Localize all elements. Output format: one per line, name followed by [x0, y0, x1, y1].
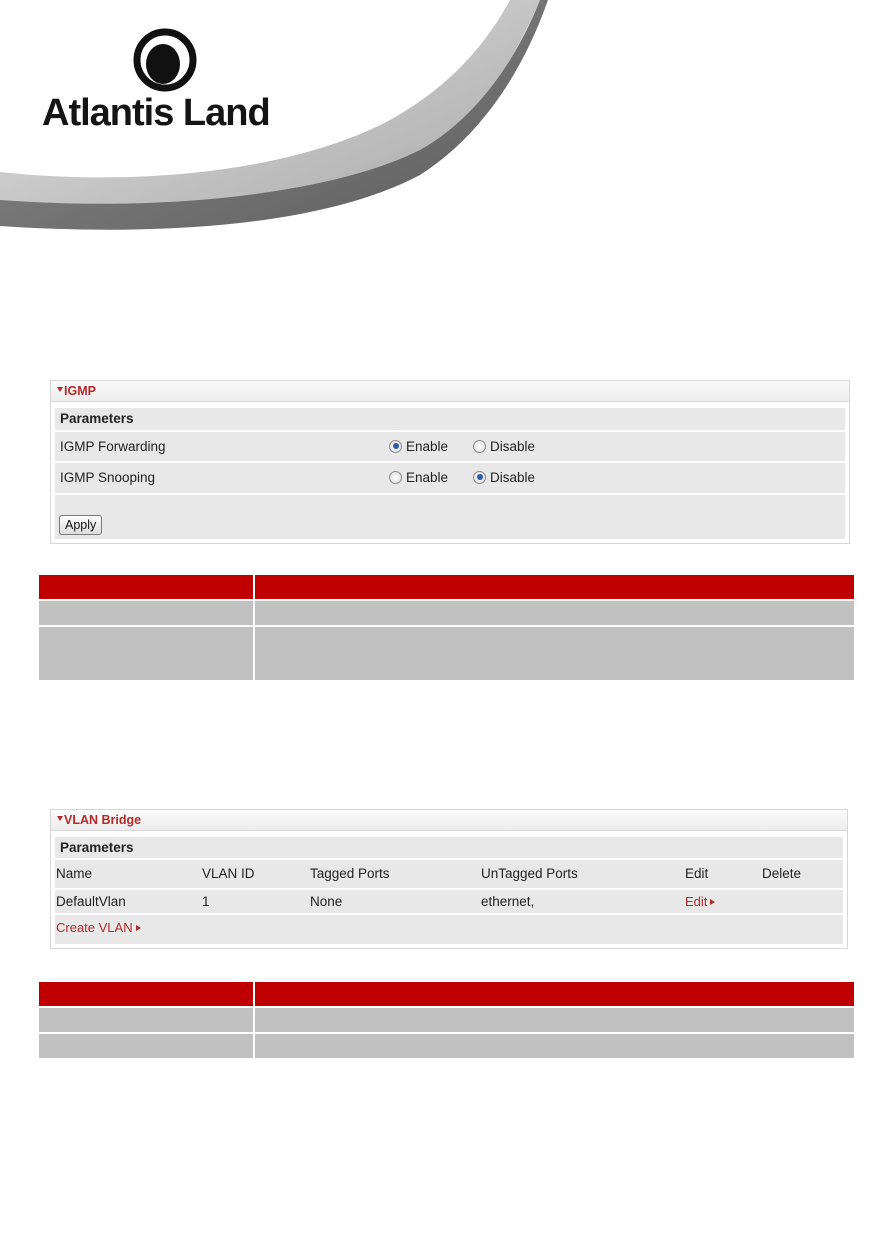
igmp-forwarding-row: [55, 432, 845, 461]
edit-link[interactable]: Edit: [685, 890, 715, 913]
igmp-snooping-enable-option[interactable]: Enable: [389, 463, 448, 493]
tagged-ports-cell: None: [310, 894, 343, 909]
vlan-bridge-panel: [50, 809, 848, 949]
vlan-create-row: [55, 915, 843, 944]
atlantis-logo-icon: [137, 32, 193, 88]
igmp-snooping-row: [55, 463, 845, 493]
vlan-column-header-row: [55, 860, 843, 888]
igmp-apply-row: [55, 495, 845, 539]
igmp-forwarding-disable-option[interactable]: Disable: [473, 432, 535, 461]
column-header-delete: Delete: [762, 866, 802, 881]
collapse-triangle-icon: [57, 387, 63, 392]
radio-checked-icon[interactable]: [389, 440, 402, 453]
collapse-triangle-icon: [57, 816, 63, 821]
vlan-name-cell: DefaultVlan: [56, 894, 126, 909]
parameters-label: Parameters: [60, 411, 134, 426]
vlan-parameters-header: [55, 837, 843, 858]
igmp-title-text: IGMP: [64, 384, 96, 398]
radio-unchecked-icon[interactable]: [389, 471, 402, 484]
vlan-id-cell: 1: [202, 894, 210, 909]
parameters-label: Parameters: [60, 840, 134, 855]
arrow-right-icon: [136, 925, 141, 931]
apply-button[interactable]: Apply: [59, 515, 102, 535]
igmp-description-table: [39, 575, 854, 680]
column-header-vlan-id: VLAN ID: [202, 866, 255, 881]
igmp-parameters-header: [55, 408, 845, 430]
vlan-description-table: [39, 982, 854, 1058]
untagged-ports-cell: ethernet,: [481, 894, 535, 909]
igmp-forwarding-label: IGMP Forwarding: [60, 439, 166, 454]
table-header-row: [39, 575, 854, 599]
igmp-snooping-label: IGMP Snooping: [60, 470, 156, 485]
igmp-forwarding-enable-option[interactable]: Enable: [389, 432, 448, 461]
column-header-name: Name: [56, 866, 93, 881]
igmp-panel: [50, 380, 850, 544]
arrow-right-icon: [710, 899, 715, 905]
vlan-title-text: VLAN Bridge: [64, 813, 142, 827]
create-vlan-link[interactable]: Create VLAN: [56, 915, 141, 941]
table-row: [39, 1008, 854, 1032]
column-header-tagged-ports: Tagged Ports: [310, 866, 390, 881]
igmp-panel-title: [51, 381, 849, 402]
column-header-untagged-ports: UnTagged Ports: [481, 866, 578, 881]
radio-checked-icon[interactable]: [473, 471, 486, 484]
table-row: [55, 890, 843, 913]
table-row: [39, 627, 854, 680]
vlan-panel-title: [51, 810, 847, 831]
brand-wordmark: Atlantis Land: [42, 92, 270, 134]
igmp-snooping-disable-option[interactable]: Disable: [473, 463, 535, 493]
table-row: [39, 1034, 854, 1058]
column-header-edit: Edit: [685, 866, 709, 881]
radio-unchecked-icon[interactable]: [473, 440, 486, 453]
table-header-row: [39, 982, 854, 1006]
table-row: [39, 601, 854, 625]
